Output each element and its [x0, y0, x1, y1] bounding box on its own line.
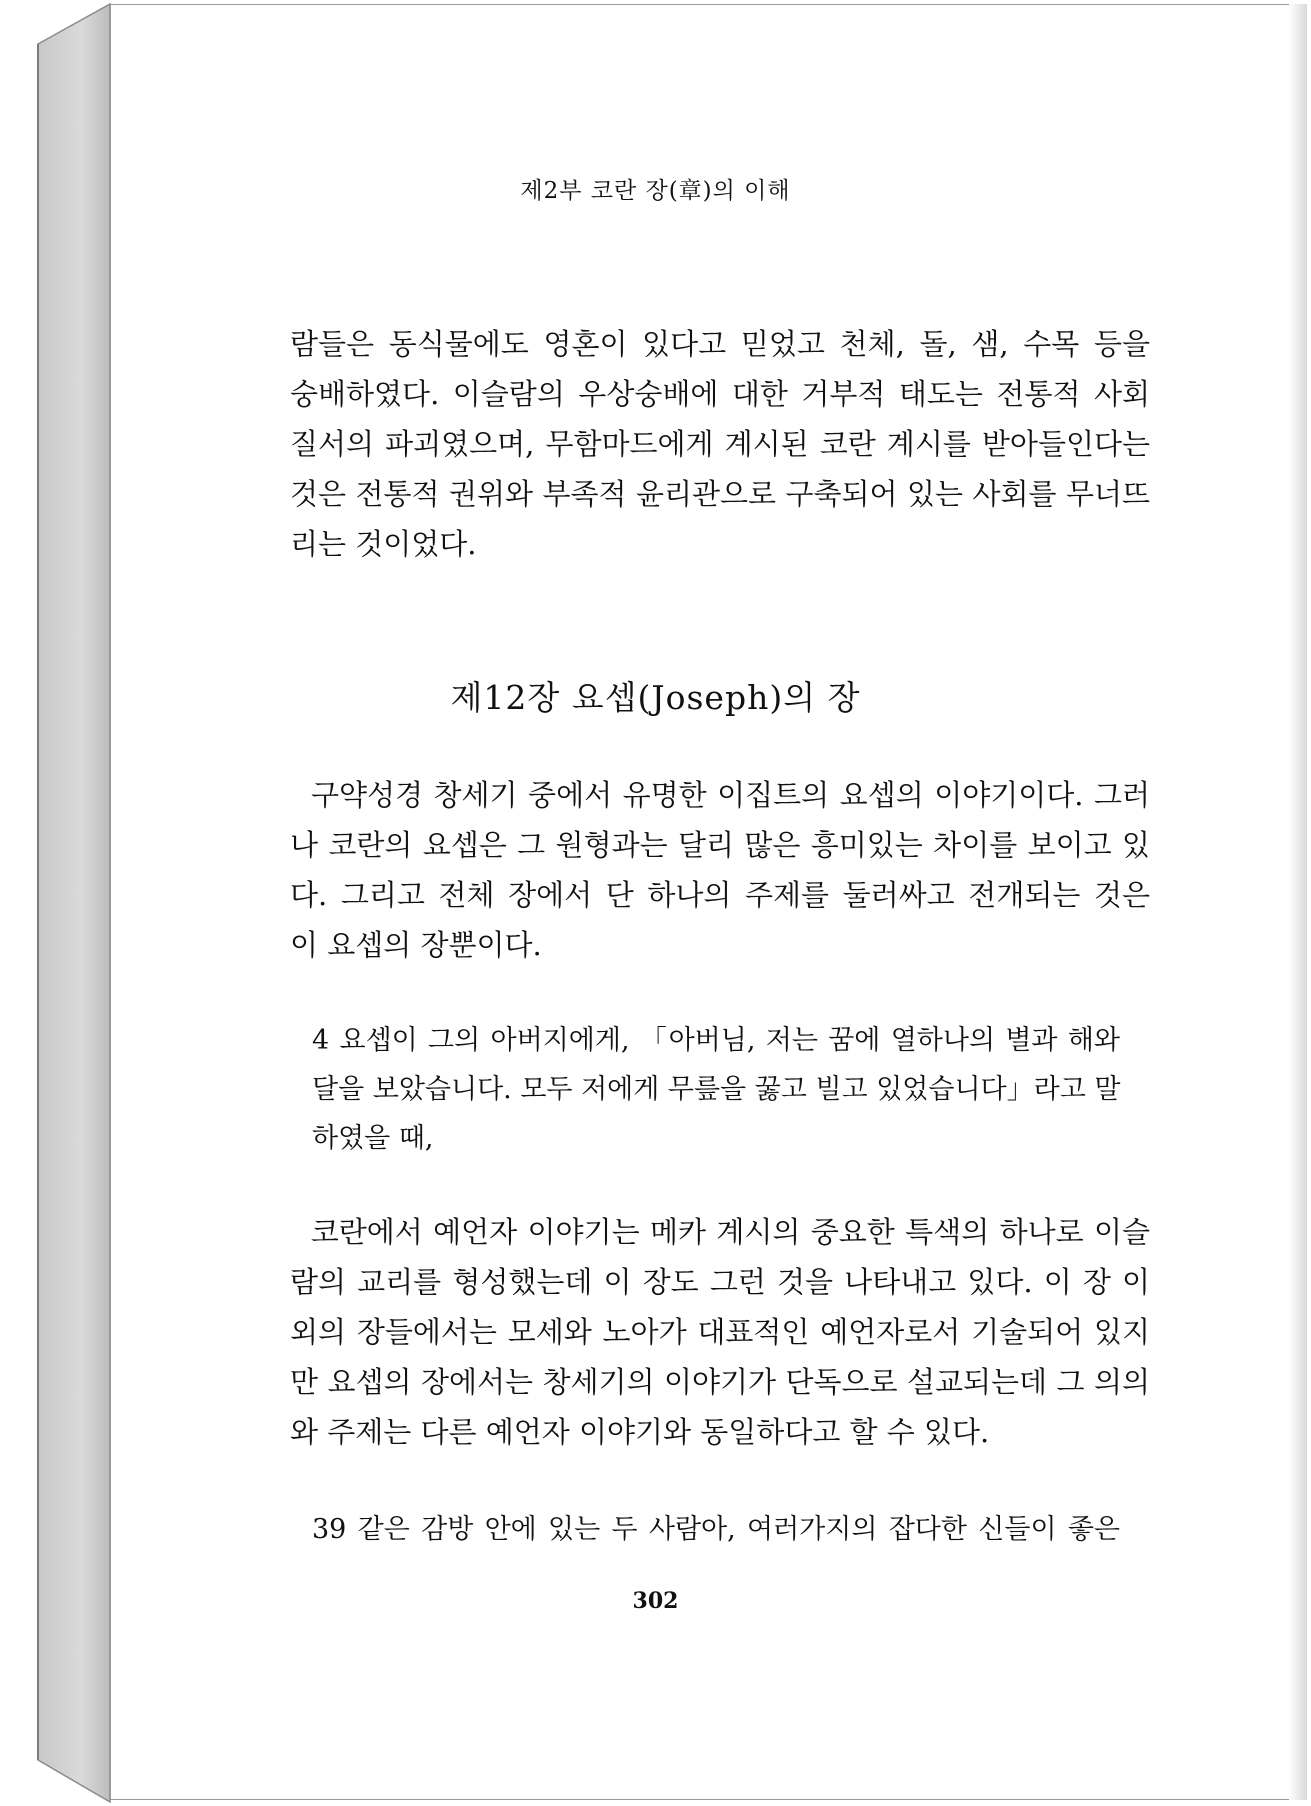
- text-line: 것은 전통적 권위와 부족적 윤리관으로 구축되어 있는 사회를 무너뜨: [290, 477, 1150, 511]
- text-line: 질서의 파괴였으며, 무함마드에게 계시된 코란 계시를 받아들인다는: [290, 427, 1150, 461]
- text-line: 와 주제는 다른 예언자 이야기와 동일하다고 할 수 있다.: [290, 1415, 990, 1449]
- text-line: 4 요셉이 그의 아버지에게, 「아버님, 저는 꿈에 열하나의 별과 해와: [312, 1025, 1120, 1056]
- text-line: 39 같은 감방 안에 있는 두 사람아, 여러가지의 잡다한 신들이 좋은: [312, 1514, 1120, 1545]
- text-line: 코란에서 예언자 이야기는 메카 계시의 중요한 특색의 하나로 이슬: [290, 1215, 1150, 1249]
- text-line: 이 요셉의 장뿐이다.: [290, 928, 542, 962]
- intro-paragraph: [290, 319, 1150, 569]
- text-line: 나 코란의 요셉은 그 원형과는 달리 많은 흥미있는 차이를 보이고 있: [290, 828, 1150, 862]
- text-line: 구약성경 창세기 중에서 유명한 이집트의 요셉의 이야기이다. 그러: [290, 778, 1150, 812]
- chapter-title: 제12장 요셉(Joseph)의 장: [450, 678, 861, 717]
- text-line: 숭배하였다. 이슬람의 우상숭배에 대한 거부적 태도는 전통적 사회: [290, 377, 1150, 411]
- page-edge-shadow: [1289, 4, 1307, 1800]
- text-line: 람의 교리를 형성했는데 이 장도 그런 것을 나타내고 있다. 이 장 이: [290, 1265, 1150, 1299]
- running-head: 제2부 코란 장(章)의 이해: [520, 178, 791, 204]
- commentary-paragraph: [290, 1207, 1150, 1457]
- text-line: 달을 보았습니다. 모두 저에게 무릎을 꿇고 빌고 있었습니다」라고 말: [312, 1074, 1121, 1105]
- text-line: 리는 것이었다.: [290, 527, 477, 561]
- text-line: 람들은 동식물에도 영혼이 있다고 믿었고 천체, 돌, 샘, 수목 등을: [290, 327, 1150, 361]
- verse-4: [312, 1016, 1120, 1163]
- verse-39: [312, 1505, 1120, 1554]
- text-line: 만 요셉의 장에서는 창세기의 이야기가 단독으로 설교되는데 그 의의: [290, 1365, 1150, 1399]
- chapter-intro-paragraph: [290, 770, 1150, 970]
- text-line: 하였을 때,: [312, 1123, 434, 1154]
- text-line: 다. 그리고 전체 장에서 단 하나의 주제를 둘러싸고 전개되는 것은: [290, 878, 1150, 912]
- page-number: 302: [632, 1588, 679, 1614]
- text-line: 외의 장들에서는 모세와 노아가 대표적인 예언자로서 기술되어 있지: [290, 1315, 1150, 1349]
